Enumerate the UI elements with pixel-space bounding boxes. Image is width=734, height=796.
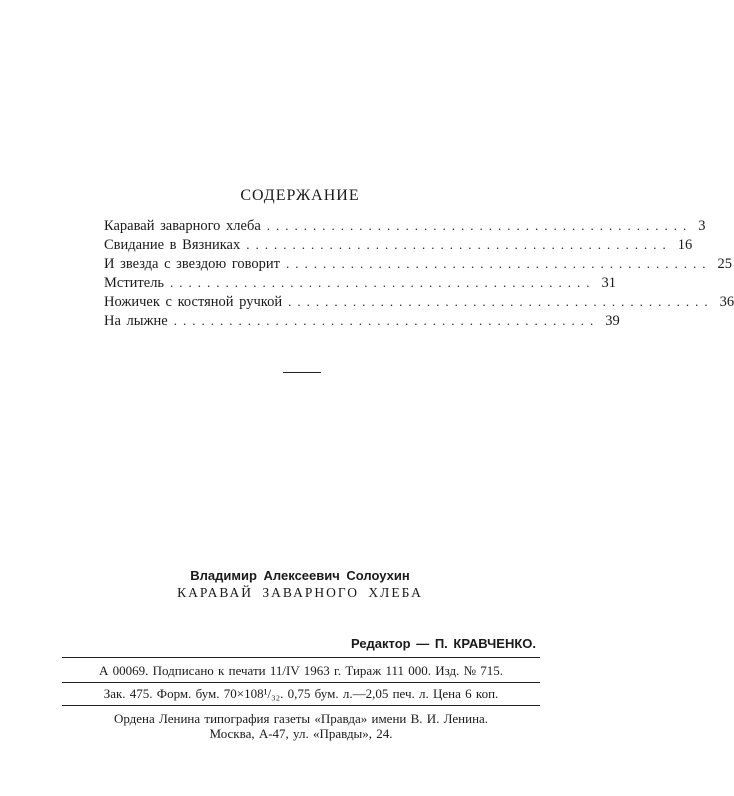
toc-entry-title: Каравай заварного хлеба <box>104 218 261 234</box>
toc-leader: .............................................. <box>286 256 712 271</box>
imprint-line: Зак. 475. Форм. бум. 70×108¹/₃₂. 0,75 бум. л.—2,05 печ. л. Цена 6 коп. <box>103 686 499 701</box>
toc-entry-title: И звезда с звездою говорит <box>104 256 280 272</box>
imprint-rule-middle <box>62 682 540 683</box>
editor-credit: Редактор — П. КРАВЧЕНКО. <box>350 636 536 651</box>
toc-entry-page: 3 <box>698 218 706 234</box>
toc-entry-page: 16 <box>677 237 693 253</box>
toc-entry[interactable] <box>104 218 706 237</box>
toc-entry-title: На лыжне <box>104 313 168 329</box>
toc-entry[interactable] <box>104 275 617 294</box>
imprint-rule-top <box>62 657 540 658</box>
toc-leader: .............................................. <box>173 313 600 328</box>
toc-entry-page: 36 <box>719 294 734 310</box>
toc-entry[interactable] <box>104 256 732 275</box>
book-title: КАРАВАЙ ЗАВАРНОГО ХЛЕБА <box>177 585 423 600</box>
toc-list <box>104 218 734 332</box>
toc-entry-title: Мститель <box>104 275 165 291</box>
toc-leader: .............................................. <box>170 275 596 290</box>
author-name: Владимир Алексеевич Солоухин <box>190 568 410 583</box>
printer-address: Москва, А-47, ул. «Правды», 24. <box>209 726 393 741</box>
toc-leader: .............................................. <box>266 218 693 233</box>
toc-heading: СОДЕРЖАНИЕ <box>240 187 360 204</box>
toc-leader: .............................................. <box>288 294 714 309</box>
imprint-rule-bottom <box>62 705 540 706</box>
toc-entry-page: 31 <box>601 275 617 291</box>
section-divider <box>283 372 321 373</box>
toc-entry-title: Свидание в Вязниках <box>104 237 241 253</box>
toc-entry-page: 25 <box>717 256 732 272</box>
printer-line: Ордена Ленина типография газеты «Правда» имени В. И. Ленина. <box>113 711 489 726</box>
toc-entry[interactable] <box>104 294 734 313</box>
toc-entry-page: 39 <box>605 313 620 329</box>
imprint-line: А 00069. Подписано к печати 11/IV 1963 г. Тираж 111 000. Изд. № 715. <box>98 663 504 678</box>
toc-leader: .............................................. <box>246 237 672 252</box>
toc-entry-title: Ножичек с костяной ручкой <box>104 294 283 310</box>
toc-entry[interactable] <box>104 313 620 332</box>
toc-entry[interactable] <box>104 237 693 256</box>
